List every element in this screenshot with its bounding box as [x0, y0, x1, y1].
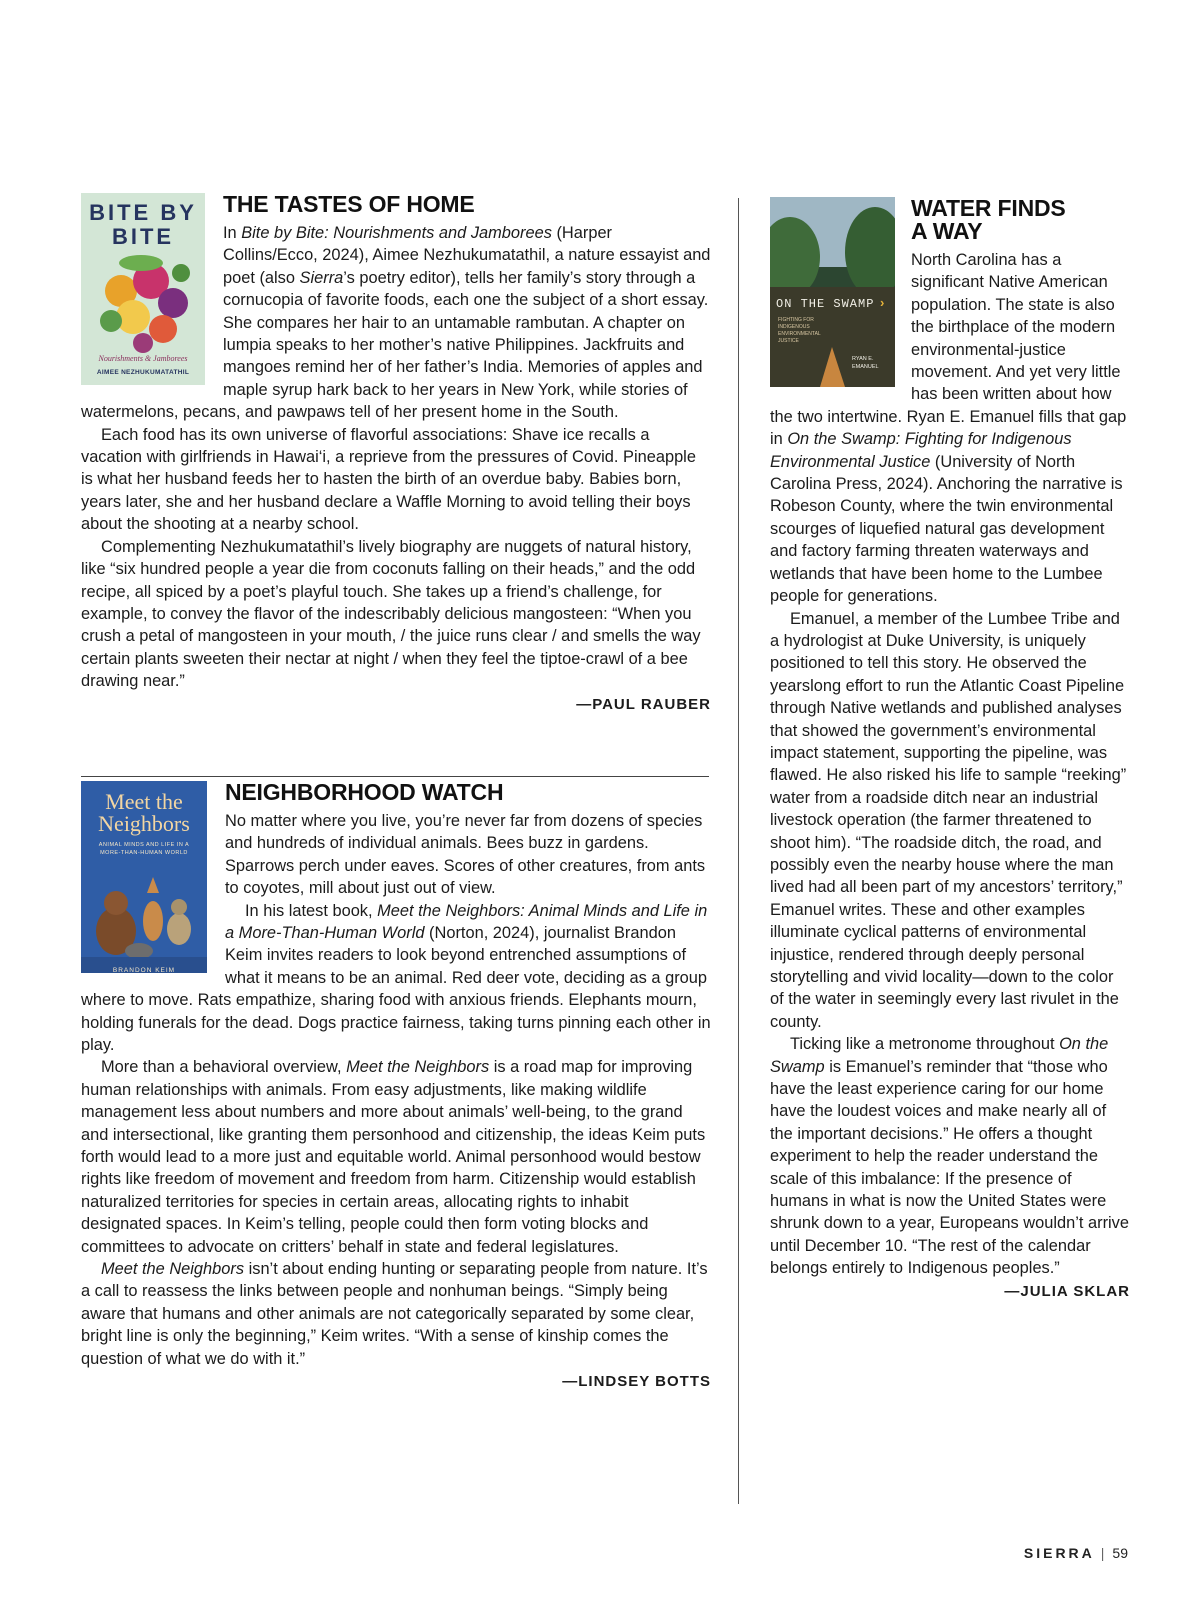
review-paragraph: In Bite by Bite: Nourishments and Jamborees (Harper Collins/Ecco, 2024), Aimee Nezhukumatathil, a nature essayist and poet (also Sierra’s poetry editor), tells her family’s story through a cornucopia of favorite foods, each one the subject of a short essay. She compares her hair to an untamable rambutan. A chapter on lumpia speaks to her mother’s native Philippines. Jackfruits and mangoes remind her of her father’s India. Memories of apples and maple syrup hark back to her years in New York, while stories of watermelons, pecans, and pawpaws tell of her present home in the South. [81, 224, 711, 422]
book-title: Meet the Neighbors [101, 1260, 245, 1279]
review-headline: WATER FINDS A WAY [911, 195, 1066, 244]
right-column [770, 195, 1130, 1303]
book-title: Bite by Bite: Nourishments and Jamborees [241, 224, 552, 242]
left-column [81, 191, 711, 1394]
book-cover-on-the-swamp [770, 197, 895, 387]
review-paragraph: Emanuel, a member of the Lumbee Tribe and a hydrologist at Duke University, is uniquely positioned to tell this story. He observed the yearslong effort to run the Atlantic Coast Pipeline through Native wetlands and published analyses that showed the government’s environmental impact statement, supporting the pipeline, was flawed. He also risked his life to sample “reeking” water from a roadside ditch near an industrial livestock operation (the farmer threatened to shoot him). “The roadside ditch, the road, and possibly even the nearby house where the man lived had all been part of my ancestors’ territory,” Emanuel writes. These and other examples illuminate cyclical patterns of environmental injustice, rendered through deeply personal storytelling and vivid locality—down to the color of the water in seemingly every last rivulet in the county. [770, 609, 1127, 1031]
cover-author: RYAN E. EMANUEL [852, 356, 879, 370]
review-paragraph: Ticking like a metronome throughout On the Swamp is Emanuel’s reminder that “those who have the least experience caring for our home have the loudest voices and make nearly all of the important decisions.” He offers a thought experiment to help the reader understand the scale of this imbalance: If the presence of humans in what is now the United States were shrunk down to a year, Europeans wouldn’t arrive until December 10. “The rest of the calendar belongs entirely to Indigenous peoples.” [770, 1035, 1129, 1278]
book-cover-bite-by-bite [81, 193, 205, 385]
cover-title: BITE BY BITE [89, 200, 197, 249]
cover-subtitle: Nourishments & Jamborees [98, 354, 188, 363]
review-neighborhood-watch [81, 778, 711, 1394]
cover-author: BRANDON KEIM [112, 966, 176, 973]
review-paragraph: Meet the Neighbors isn’t about ending hunting or separating people from nature. It’s a call to reassess the links between people and nonhuman beings. “Simply being aware that humans and other animals are not categorically separated by some clear, bright line is only the beginning,” Keim writes. “With a sense of kinship comes the question of what we do with it.” [81, 1260, 708, 1368]
review-byline: —JULIA SKLAR [1004, 1282, 1130, 1300]
column-divider [738, 198, 739, 1504]
review-headline: THE TASTES OF HOME [223, 191, 475, 217]
cover-title: Meet the Neighbors [98, 788, 190, 836]
review-water-finds-a-way [770, 197, 1130, 1303]
review-paragraph: In his latest book, Meet the Neighbors: Animal Minds and Life in a More-Than-Human World (Norton, 2024), journalist Brandon Keim invites readers to look beyond entrenched assumptions of what it means to be an animal. Red deer vote, deciding as a group where to move. Rats empathize, sharing food with anxious friends. Elephants mourn, holding funerals for the dead. Dogs practice fairness, taking turns pinning each other in play. [81, 901, 711, 1054]
book-cover-meet-the-neighbors [81, 781, 207, 973]
review-paragraph: Complementing Nezhukumatathil’s lively biography are nuggets of natural history, like “six hundred people a year die from coconuts falling on their heads,” and the odd recipe, all spiced by a poet’s playful touch. She takes up a friend’s challenge, for example, to convey the flavor of the indescribably delicious mangosteen: “When you crush a petal of mangosteen in your mouth, / the juice runs clear / and smells the way certain plants sweeten their nectar at night / when they feel the tiptoe-crawl of a bee drawing near.” [81, 537, 701, 691]
cover-chevron-icon: › [880, 295, 885, 310]
magazine-name: Sierra [299, 268, 344, 287]
book-title: On the Swamp: Fighting for Indigenous Environmental Justice [770, 430, 1072, 471]
review-headline: NEIGHBORHOOD WATCH [225, 778, 504, 805]
book-title: Meet the Neighbors: Animal Minds and Life in a More-Than-Human World [225, 901, 708, 942]
book-title: On the Swamp [770, 1035, 1109, 1076]
review-paragraph: Each food has its own universe of flavorful associations: Shave ice recalls a vacation with girlfriends in Hawai‘i, a reprieve from the pressures of Covid. Pineapple is what her husband feeds her to hasten the birth of an overdue baby. Babies born, years later, she and her husband declare a Waffle Morning to avoid telling their boys about the shooting at a nearby school. [81, 425, 696, 534]
magazine-name: SIERRA [1023, 1545, 1095, 1561]
cover-subtitle: FIGHTING FOR INDIGENOUS ENVIRONMENTAL JUSTICE [778, 317, 821, 344]
cover-subtitle: ANIMAL MINDS AND LIFE IN A MORE-THAN-HUMAN WORLD [98, 841, 190, 856]
book-title: Meet the Neighbors [346, 1058, 490, 1077]
review-byline: —PAUL RAUBER [576, 695, 711, 713]
review-tastes-of-home [81, 193, 711, 716]
cover-title: ON THE SWAMP [776, 297, 875, 311]
review-paragraph: More than a behavioral overview, Meet the Neighbors is a road map for improving human relationships with animals. From easy adjustments, like making wildlife management less about numbers and more about animals’ well-being, to the grand and intersectional, like granting them personhood and citizenship, the ideas Keim puts forth would lead to a more just and equitable world. Animal personhood would bestow rights like freedom of movement and freedom from harm. Citizenship would establish naturalized territories for species in certain areas, allocating rights to inhabit designated spaces. In Keim’s telling, people could then form voting blocks and committees to advocate on critters’ behalf in state and federal legislatures. [81, 1058, 706, 1256]
review-paragraph: North Carolina has a significant Native American population. The state is also the birthplace of the modern environmental-justice movement. And yet very little has been written about how the two intertwine. Ryan E. Emanuel fills that gap in On the Swamp: Fighting for Indigenous Environmental Justice (University of North Carolina Press, 2024). Anchoring the narrative is Robeson County, where the twin environmental scourges of liquefied natural gas development and factory farming threaten waterways and wetlands that have been home to the Lumbee people for generations. [770, 251, 1127, 606]
review-byline: —LINDSEY BOTTS [562, 1373, 711, 1391]
section-divider [81, 776, 709, 777]
review-paragraph: No matter where you live, you’re never far from dozens of species and hundreds of individual animals. Bees buzz in gardens. Sparrows perch under eaves. Scores of other creatures, from ants to coyotes, mill about just out of view. [225, 811, 706, 898]
cover-author: AIMEE NEZHUKUMATATHIL [96, 369, 190, 376]
page-number: 59 [1112, 1545, 1128, 1561]
page-footer: SIERRA | 59 [1023, 1545, 1128, 1561]
